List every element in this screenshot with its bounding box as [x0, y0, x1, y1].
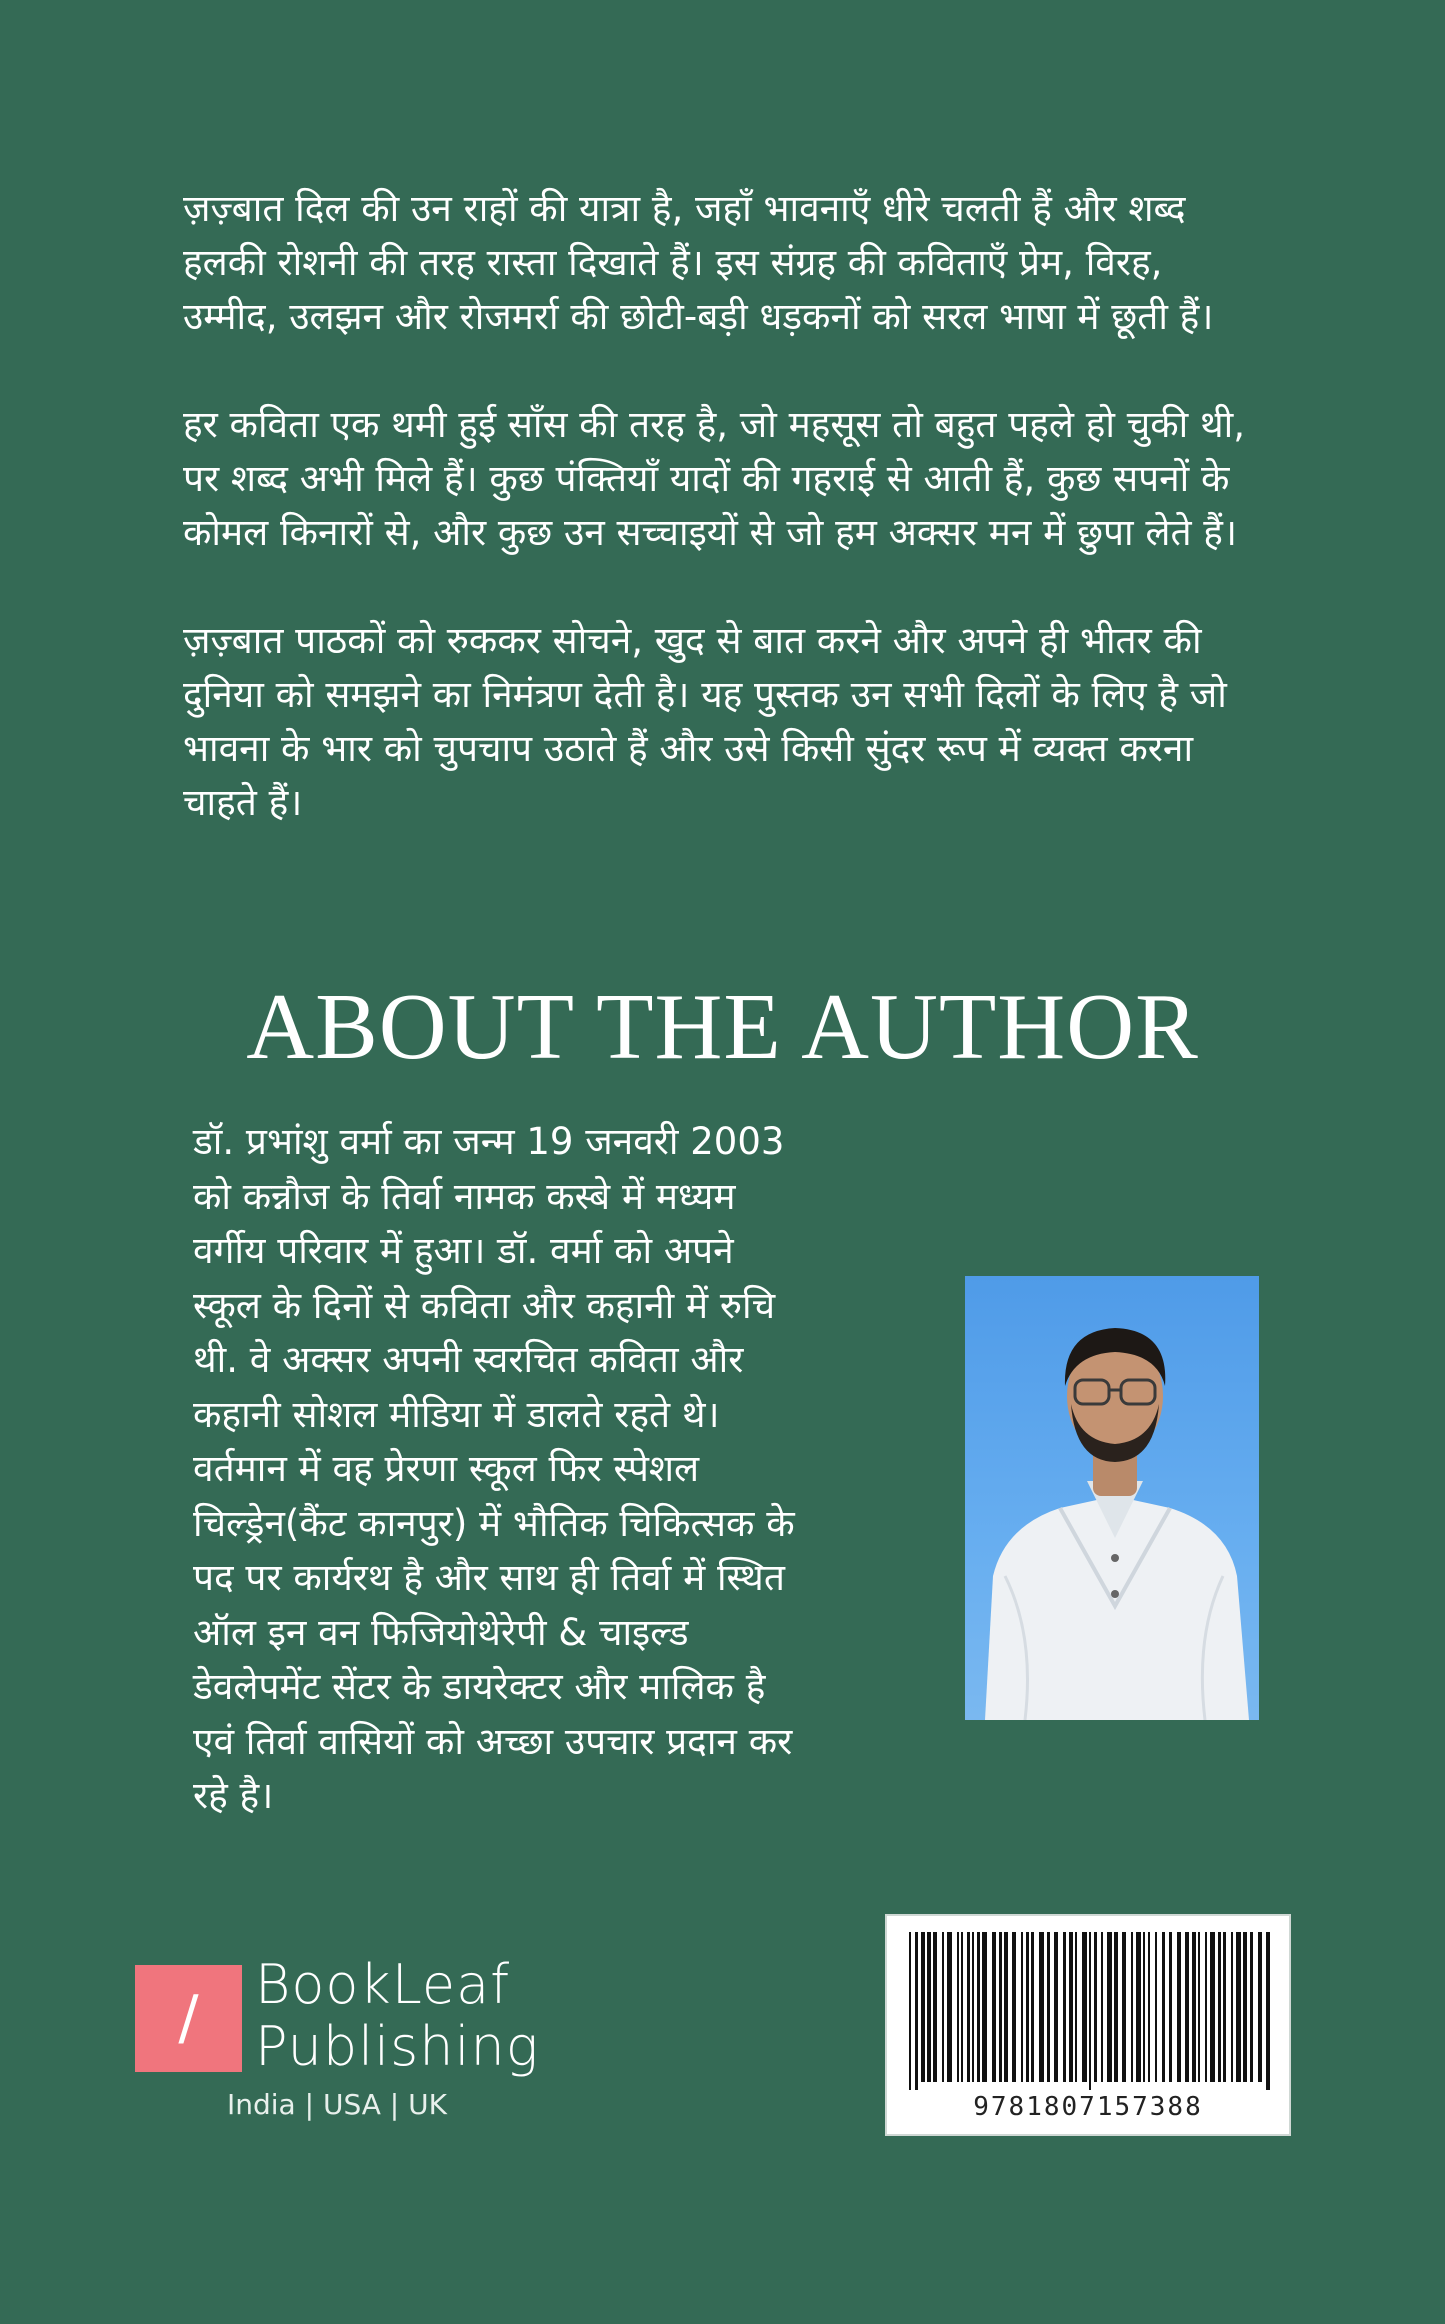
barcode-bar [992, 1932, 996, 2082]
barcode-bar [961, 1932, 963, 2082]
barcode-bar [1131, 1932, 1133, 2082]
barcode-bar [1205, 1932, 1207, 2082]
blurb-paragraph: हर कविता एक थमी हुई साँस की तरह है, जो महसूस तो बहुत पहले हो चुकी थी, पर शब्द अभी मिले हैं। कुछ पंक्तियाँ यादों की गहराई से आती हैं, कुछ सपनों के कोमल किनारों से, और कुछ उन सच्चाइयों से जो हम अक्सर मन में छुपा लेते हैं। [183, 403, 1245, 554]
barcode-bar [1185, 1932, 1189, 2082]
barcode-bar [1258, 1932, 1262, 2082]
blurb-paragraph: ज़ज़्बात दिल की उन राहों की यात्रा है, जहाँ भावनाएँ धीरे चलती हैं और शब्द हलकी रोशनी की तरह रास्ता दिखाते हैं। इस संग्रह की कविताएँ प्रेम, विरह, उम्मीद, उलझन और रोजमर्रा की छोटी-बड़ी धड़कनों को सरल भाषा में छूती हैं। [183, 187, 1214, 338]
barcode-bar [1082, 1932, 1087, 2082]
barcode-bar [1107, 1932, 1112, 2082]
barcode-bar [1169, 1932, 1172, 2082]
barcode-bar [1063, 1932, 1066, 2082]
barcode-bar [999, 1932, 1002, 2082]
barcode-bar [1236, 1932, 1241, 2082]
barcode-bar [1101, 1932, 1103, 2082]
barcode-bar [909, 1932, 911, 2090]
barcode-bar [1094, 1932, 1097, 2082]
blurb-paragraph: ज़ज़्बात पाठकों को रुककर सोचने, खुद से बात करने और अपने ही भीतर की दुनिया को समझने का निमंत्रण देती है। यह पुस्तक उन सभी दिलों के लिए है जो भावना के भार को चुपचाप उठाते हैं और उसे किसी सुंदर रूप में व्यक्त करना चाहते हैं। [183, 619, 1227, 824]
barcode-bar [1162, 1932, 1165, 2082]
barcode-bar [927, 1932, 931, 2082]
barcode-bar [1047, 1932, 1050, 2082]
barcode-bar [947, 1932, 952, 2082]
barcode-bar [1031, 1932, 1034, 2082]
barcode-bar [977, 1932, 980, 2082]
publisher-name-line2: Publishing [255, 2015, 540, 2078]
barcode-bar [972, 1932, 974, 2082]
barcode-bar [933, 1932, 937, 2082]
barcode-bar [1192, 1932, 1196, 2082]
barcode-bar [1039, 1932, 1044, 2082]
barcode-bar [1122, 1932, 1126, 2082]
isbn-number: 9781807157388 [973, 2092, 1203, 2122]
barcode-bars [905, 1932, 1275, 2090]
publisher-name-line1: BookLeaf [255, 1953, 511, 2016]
barcode-bar [1250, 1932, 1253, 2082]
barcode-bar [1114, 1932, 1118, 2082]
barcode-bar [1054, 1932, 1058, 2082]
barcode-bar [1012, 1932, 1016, 2082]
barcode-bar [1223, 1932, 1226, 2082]
barcode-bar [1148, 1932, 1150, 2082]
barcode-bar [1089, 1932, 1091, 2090]
publisher-slash-mark: / [178, 1983, 199, 2053]
isbn-barcode [885, 1914, 1291, 2136]
barcode-bar [942, 1932, 944, 2082]
barcode-bar [1026, 1932, 1029, 2082]
barcode-bar [1266, 1932, 1270, 2090]
barcode-bar [1231, 1932, 1233, 2082]
barcode-bar [1021, 1932, 1023, 2082]
author-portrait-illustration [965, 1276, 1259, 1720]
barcode-bar [1004, 1932, 1008, 2082]
barcode-bar [1069, 1932, 1073, 2082]
barcode-bar [1075, 1932, 1077, 2082]
barcode-bar [1177, 1932, 1181, 2082]
author-bio: डॉ. प्रभांशु वर्मा का जन्म 19 जनवरी 2003 को कन्नौज के तिर्वा नामक कस्बे में मध्यम वर्गीय परिवार में हुआ। डॉ. वर्मा को अपने स्कूल के दिनों से कविता और कहानी में रुचि थी. वे अक्सर अपनी स्वरचित कविता और कहानी सोशल मीडिया में डालते रहते थे। वर्तमान में वह प्रेरणा स्कूल फिर स्पेशल चिल्ड्रेन(कैंट कानपुर) में भौतिक चिकित्सक के पद पर कार्यरथ है और साथ ही तिर्वा में स्थित ऑल इन वन फिजियोथेरेपी & चाइल्ड डेवलेपमेंट सेंटर के डायरेक्टर और मालिक है एवं तिर्वा वासियों को अच्छा उपचार प्रदान कर रहे है। [193, 1120, 795, 1817]
barcode-bar [967, 1932, 970, 2082]
barcode-bar [957, 1932, 959, 2082]
publisher-regions: India | USA | UK [227, 2088, 447, 2121]
barcode-bar [1136, 1932, 1141, 2082]
back-cover-blurb [183, 182, 1253, 884]
barcode-bar [1218, 1932, 1221, 2082]
publisher-logo [135, 1953, 595, 2140]
barcode-bar [1155, 1932, 1157, 2082]
barcode-bar [921, 1932, 925, 2082]
author-photo [965, 1276, 1259, 1720]
barcode-bar [1198, 1932, 1200, 2082]
publisher-name [255, 1954, 539, 2078]
barcode-bar [915, 1932, 918, 2090]
barcode-bar [1210, 1932, 1215, 2082]
about-author-heading: ABOUT THE AUTHOR [246, 975, 1199, 1079]
barcode-bar [982, 1932, 987, 2082]
barcode-bar [1243, 1932, 1247, 2082]
barcode-bar [1143, 1932, 1145, 2082]
